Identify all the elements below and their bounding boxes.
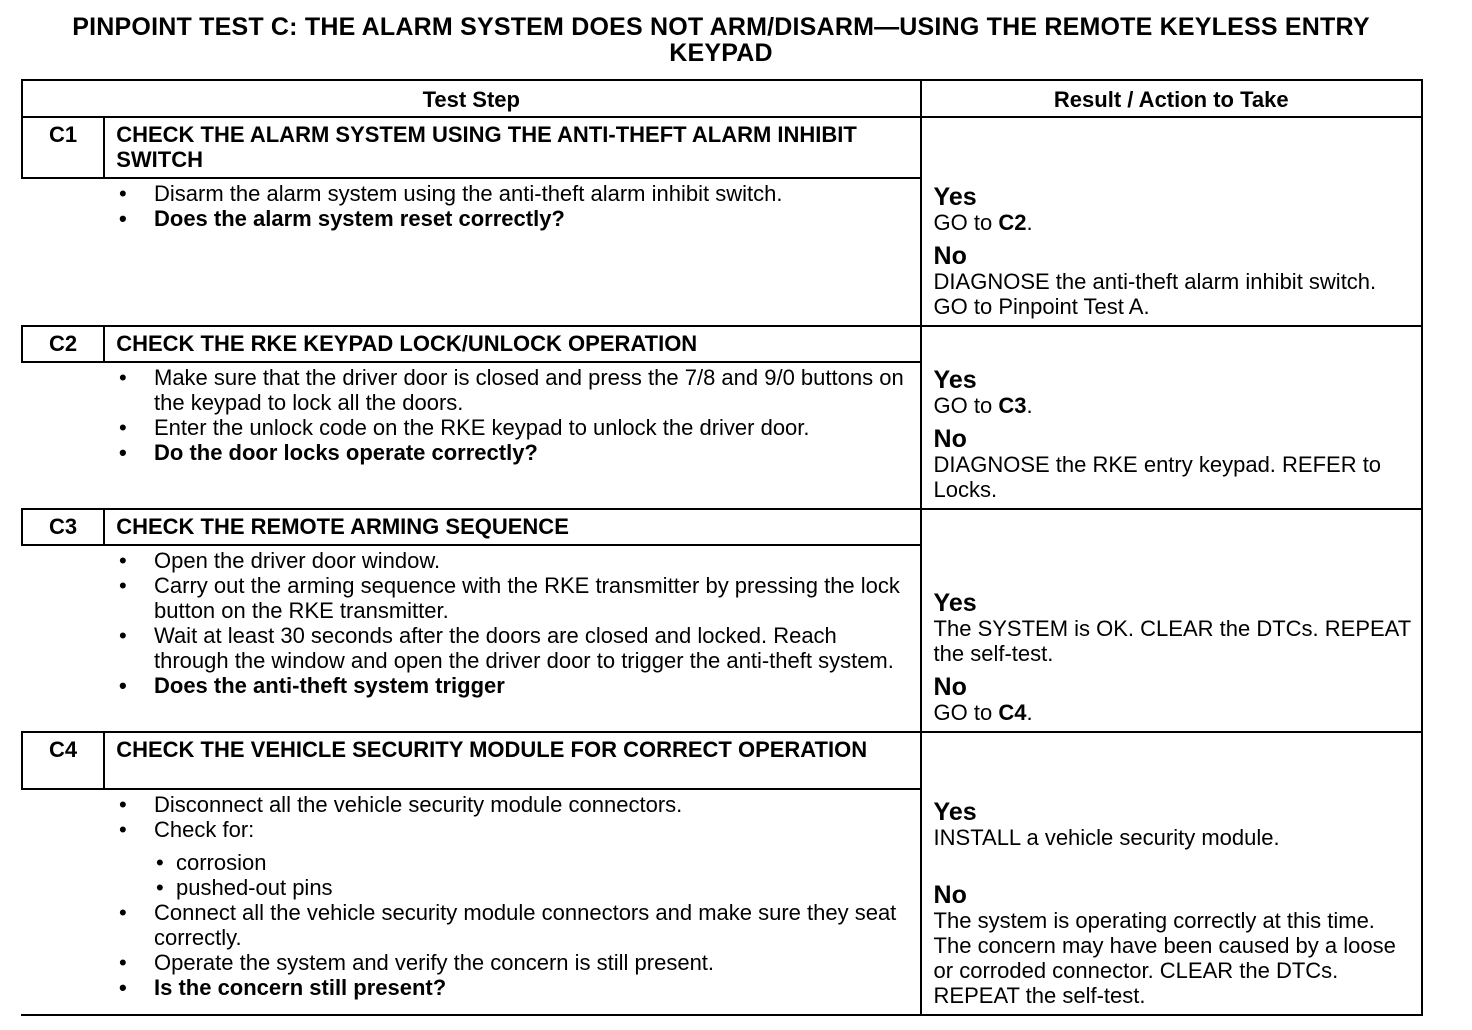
yes-text: GO to <box>933 393 999 418</box>
step-result-c4 <box>921 732 1422 1015</box>
list-item: • Carry out the arming sequence with the RKE transmitter by pressing the lock button on the RKE transmitter. <box>116 573 910 623</box>
result-no-c4 <box>934 882 1411 1008</box>
no-label: No <box>933 881 967 909</box>
list-item: • Connect all the vehicle security module connectors and make sure they seat correctly. <box>116 900 910 950</box>
no-label: No <box>933 242 967 270</box>
page-title: PINPOINT TEST C: THE ALARM SYSTEM DOES NOT ARM/DISARM—USING THE REMOTE KEYLESS ENTRY KEYPAD <box>72 13 1370 67</box>
result-yes-c1: Yes GO to C2. <box>934 184 1411 235</box>
step-heading-c1: CHECK THE ALARM SYSTEM USING THE ANTI-THEFT ALARM INHIBIT SWITCH <box>104 117 920 178</box>
result-no-c3: No GO to C4. <box>934 674 1411 725</box>
sub-list-item: • pushed-out pins <box>116 875 910 900</box>
list-item: • Disconnect all the vehicle security module connectors. <box>116 792 910 817</box>
list-item: • Open the driver door window. <box>116 548 910 573</box>
step-body-c1 <box>22 178 921 326</box>
check-for-label: Check for: <box>154 816 255 842</box>
yes-text: INSTALL a vehicle security module. <box>933 825 1280 850</box>
step-body-c4 <box>22 789 921 1015</box>
no-ref: C4 <box>998 700 1027 725</box>
step-heading-c4: CHECK THE VEHICLE SECURITY MODULE FOR CORRECT OPERATION <box>104 732 920 789</box>
result-yes-c3 <box>934 590 1411 666</box>
yes-label: Yes <box>933 366 977 394</box>
step-id-c2: C2 <box>22 326 104 362</box>
yes-ref: C2 <box>998 210 1027 235</box>
step-id-c4: C4 <box>22 732 104 789</box>
list-item: • Is the concern still present? <box>116 975 910 1000</box>
header-test-step: Test Step <box>22 80 921 117</box>
list-item: • Do the door locks operate correctly? <box>116 440 910 465</box>
list-item: • Wait at least 30 seconds after the doors are closed and locked. Reach through the window and open the driver door to trigger the anti-theft system. <box>116 623 910 673</box>
list-item: • Enter the unlock code on the RKE keypad to unlock the driver door. <box>116 415 910 440</box>
step-heading-c2: CHECK THE RKE KEYPAD LOCK/UNLOCK OPERATION <box>104 326 920 362</box>
step-id-c1: C1 <box>22 117 104 178</box>
step-id-c3: C3 <box>22 509 104 545</box>
step-body-c2 <box>22 362 921 509</box>
no-label: No <box>933 425 967 453</box>
no-text: DIAGNOSE the anti-theft alarm inhibit switch. GO to Pinpoint Test A. <box>933 269 1377 319</box>
list-item: • Does the alarm system reset correctly? <box>116 206 910 231</box>
yes-label: Yes <box>933 183 977 211</box>
step-c2-heading-row <box>22 326 1422 362</box>
result-yes-c2: Yes GO to C3. <box>934 367 1411 418</box>
yes-ref: C3 <box>998 393 1027 418</box>
step-c3-heading-row <box>22 509 1422 545</box>
list-item <box>116 817 910 900</box>
step-c1-heading-row <box>22 117 1422 178</box>
sub-list-item: • corrosion <box>116 850 910 875</box>
step-body-c3 <box>22 545 921 732</box>
no-text: The system is operating correctly at this time. The concern may have been caused by a loose or corroded connector. CLEAR the DTCs. REPEAT the self-test. <box>933 908 1396 1008</box>
step-result-c3 <box>921 509 1422 732</box>
list-item: • Operate the system and verify the concern is still present. <box>116 950 910 975</box>
step-c4-heading-row <box>22 732 1422 789</box>
list-item: • Does the anti-theft system trigger <box>116 673 910 698</box>
no-text: GO to <box>933 700 999 725</box>
step-result-c1 <box>921 117 1422 326</box>
no-text: DIAGNOSE the RKE entry keypad. REFER to Locks. <box>933 452 1382 502</box>
list-item: • Disarm the alarm system using the anti-theft alarm inhibit switch. <box>116 181 910 206</box>
yes-text: GO to <box>933 210 999 235</box>
step-result-c2 <box>921 326 1422 509</box>
result-yes-c4 <box>934 799 1411 850</box>
no-label: No <box>933 673 967 701</box>
step-heading-c3: CHECK THE REMOTE ARMING SEQUENCE <box>104 509 920 545</box>
pinpoint-test-table <box>21 79 1423 1016</box>
header-result-action: Result / Action to Take <box>921 80 1422 117</box>
list-item: • Make sure that the driver door is closed and press the 7/8 and 9/0 buttons on the keypad to lock all the doors. <box>116 365 910 415</box>
result-no-c1 <box>934 243 1411 319</box>
table-header-row <box>22 80 1422 117</box>
yes-text: The SYSTEM is OK. CLEAR the DTCs. REPEAT the self-test. <box>933 616 1411 666</box>
yes-label: Yes <box>933 798 977 826</box>
yes-label: Yes <box>933 589 977 617</box>
result-no-c2 <box>934 426 1411 502</box>
